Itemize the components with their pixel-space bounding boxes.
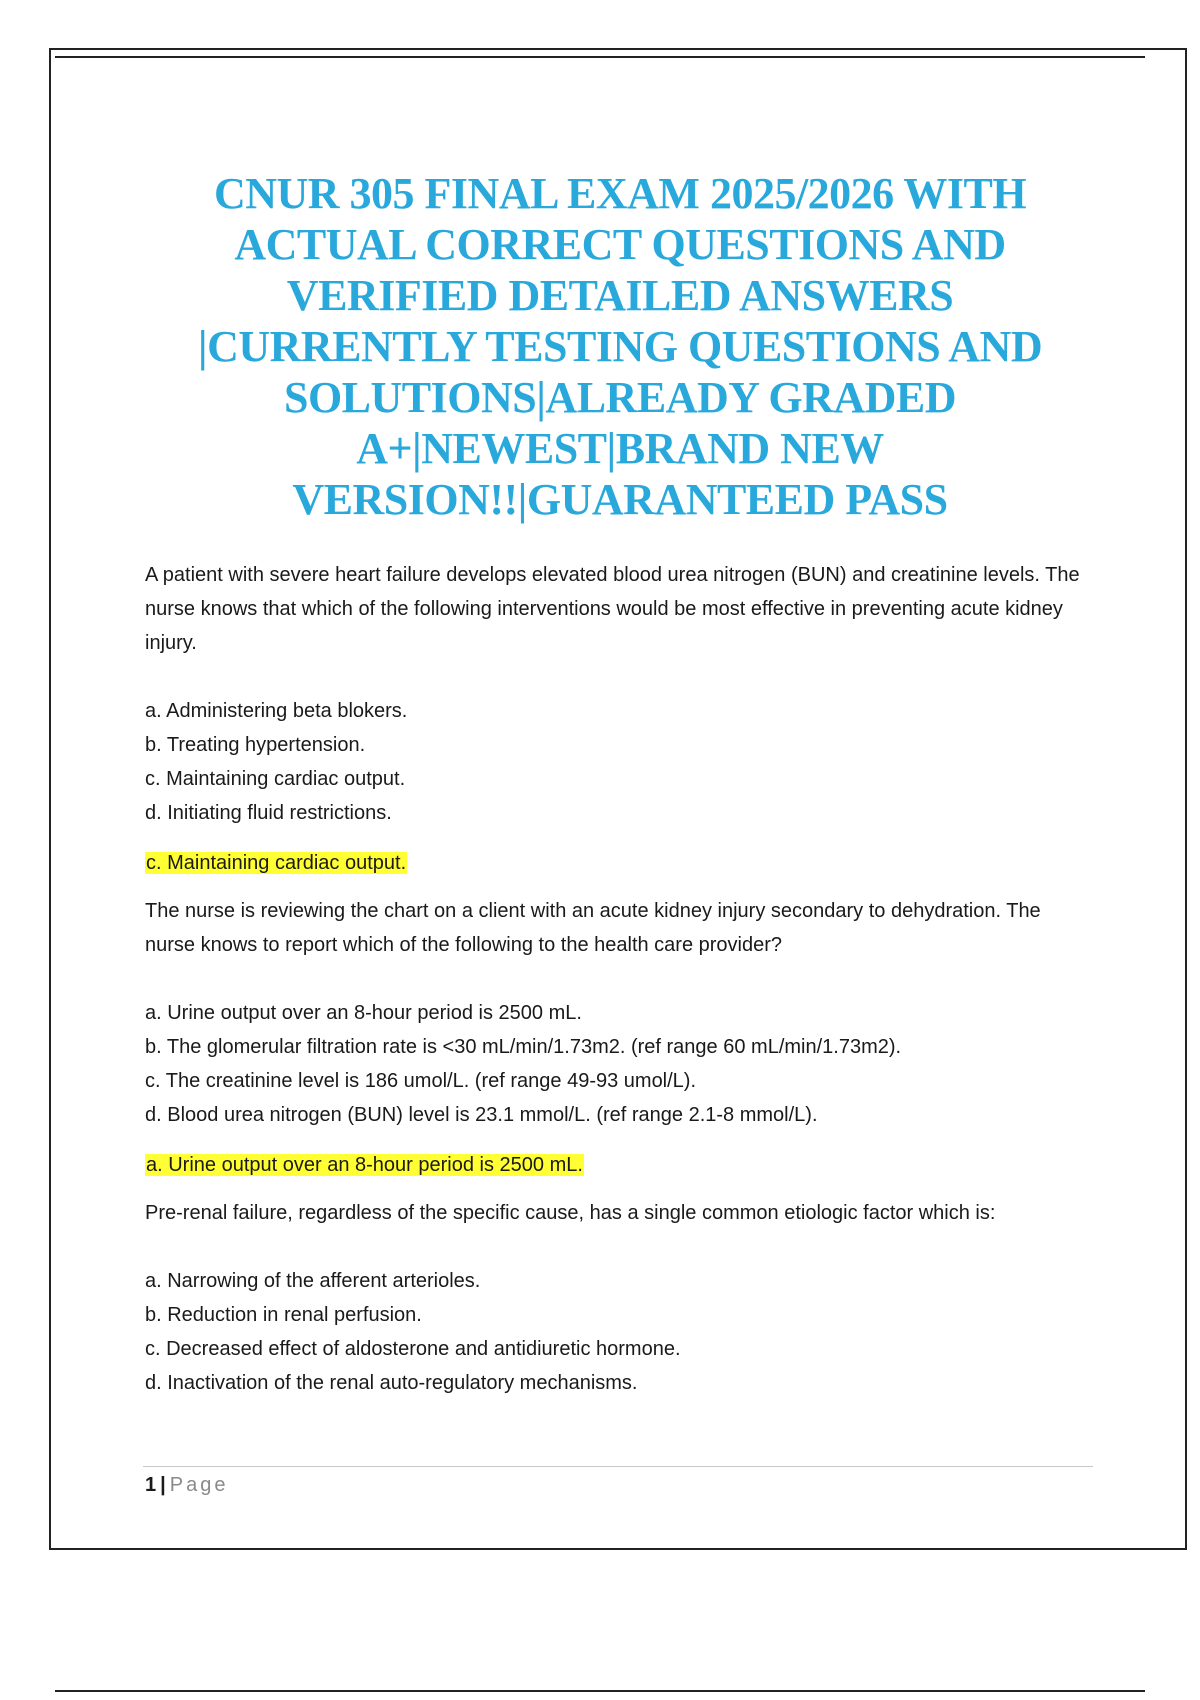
option-item: d. Initiating fluid restrictions. bbox=[145, 802, 392, 824]
option-list bbox=[145, 996, 1095, 1132]
option-list bbox=[145, 694, 1095, 830]
question-list bbox=[145, 558, 1095, 1400]
footer-separator: | bbox=[160, 1474, 166, 1496]
question-stem: A patient with severe heart failure develops elevated blood urea nitrogen (BUN) and creatinine levels. The nurse knows that which of the following interventions would be most effective in preventing acute kidney injury. bbox=[145, 564, 1080, 654]
page-label: Page bbox=[169, 1474, 229, 1496]
document-title: CNUR 305 FINAL EXAM 2025/2026 WITH ACTUAL CORRECT QUESTIONS AND VERIFIED DETAILED ANSWERS |CURRENTLY TESTING QUESTIONS AND SOLUTIONS|ALREADY GRADED A+|NEWEST|BRAND NEW VERSION!!|GUARANTEED PASS bbox=[197, 169, 1043, 524]
option-item: a. Urine output over an 8-hour period is 2500 mL. bbox=[145, 1002, 582, 1024]
answer-text: a. Urine output over an 8-hour period is 2500 mL. bbox=[146, 1154, 583, 1176]
bottom-rule bbox=[55, 1690, 1145, 1692]
option-item: a. Administering beta blokers. bbox=[145, 700, 408, 722]
option-item: c. Decreased effect of aldosterone and antidiuretic hormone. bbox=[145, 1338, 681, 1360]
option-item: c. Maintaining cardiac output. bbox=[145, 768, 406, 790]
question-stem: Pre-renal failure, regardless of the specific cause, has a single common etiologic factor which is: bbox=[145, 1202, 996, 1224]
question-1 bbox=[145, 558, 1095, 880]
option-list bbox=[145, 1264, 1095, 1400]
page-footer bbox=[145, 1470, 228, 1500]
option-item: d. Inactivation of the renal auto-regulatory mechanisms. bbox=[145, 1372, 638, 1394]
option-item: d. Blood urea nitrogen (BUN) level is 23.1 mmol/L. (ref range 2.1-8 mmol/L). bbox=[145, 1104, 818, 1126]
option-item: c. The creatinine level is 186 umol/L. (ref range 49-93 umol/L). bbox=[145, 1070, 697, 1092]
question-stem: The nurse is reviewing the chart on a client with an acute kidney injury secondary to dehydration. The nurse knows to report which of the following to the health care provider? bbox=[145, 900, 1041, 956]
answer-highlight bbox=[145, 846, 1095, 880]
option-item: b. The glomerular filtration rate is <30 mL/min/1.73m2. (ref range 60 mL/min/1.73m2). bbox=[145, 1036, 902, 1058]
option-item: b. Reduction in renal perfusion. bbox=[145, 1304, 422, 1326]
answer-text: c. Maintaining cardiac output. bbox=[146, 852, 407, 874]
option-item: b. Treating hypertension. bbox=[145, 734, 366, 756]
answer-highlight bbox=[145, 1148, 1095, 1182]
page-number: 1 bbox=[145, 1474, 157, 1496]
option-item: a. Narrowing of the afferent arterioles. bbox=[145, 1270, 481, 1292]
footer-rule bbox=[143, 1466, 1093, 1467]
question-3 bbox=[145, 1196, 1095, 1400]
question-2 bbox=[145, 894, 1095, 1182]
